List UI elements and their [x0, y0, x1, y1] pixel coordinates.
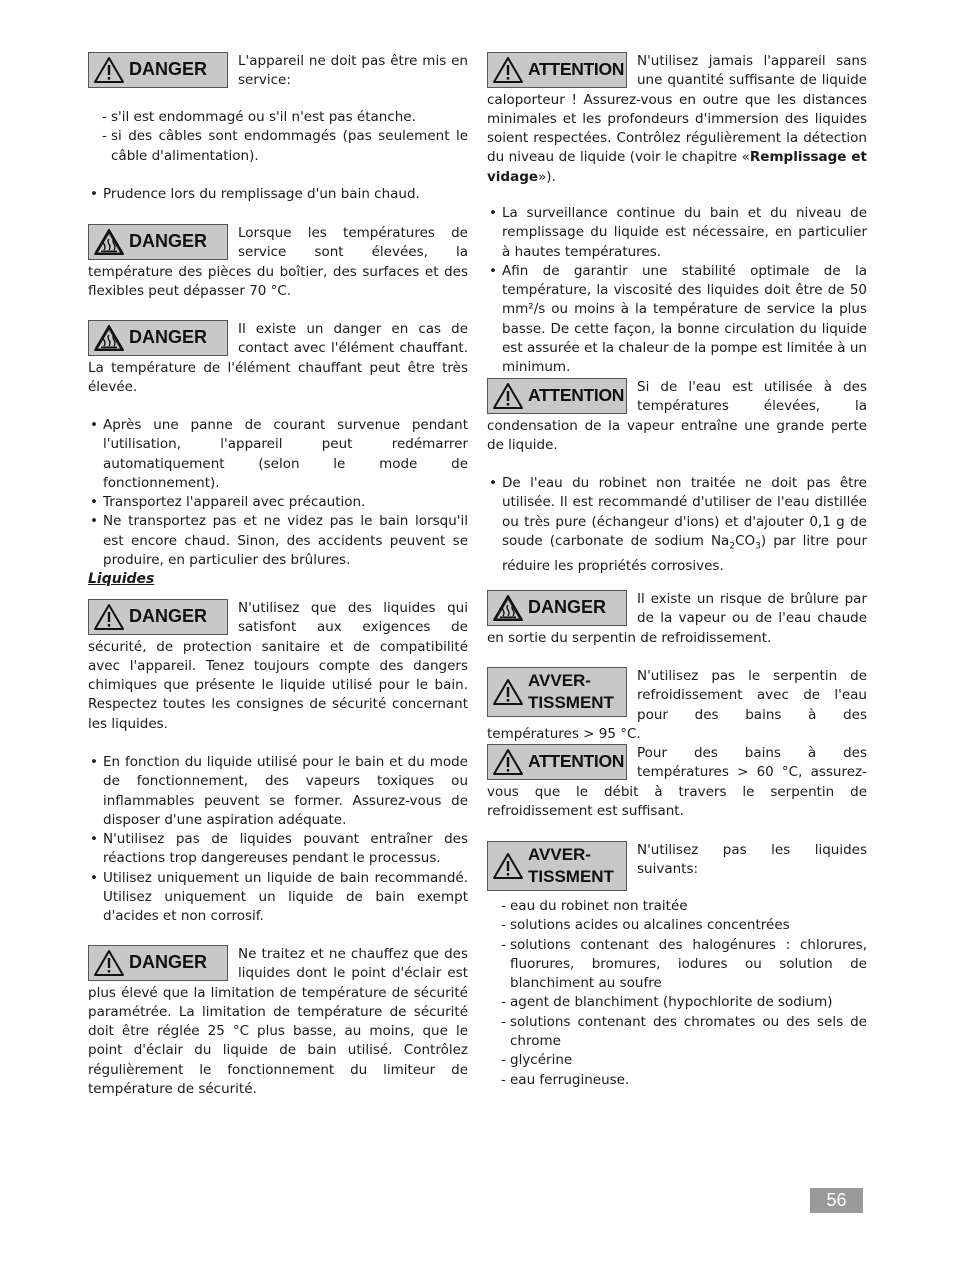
list-item: - si des câbles sont endommagés (pas seulement le câble d'alimentation).	[102, 128, 468, 164]
attention-label-text: ATTENTION	[528, 751, 625, 772]
list-item: - solutions acides ou alcalines concentrées	[501, 917, 790, 934]
warning-text: Ne traitez et ne chauffez que des liquides dont le point d'éclair est plus élevé que la limitation de température de sécurité paramétrée. La limitation de température de sécurité doit être réglée 25 °C plus basse, au moins, que le point d'éclair du liquide de bain utilisé. Contrôlez régulièrement le fonctionnement du limiteur de température de sécurité.	[88, 946, 468, 1098]
danger-label	[88, 320, 228, 356]
list-item: - glycérine	[501, 1052, 573, 1069]
bullet-list-4	[487, 204, 867, 378]
warning-block-3	[88, 320, 468, 397]
attention-label	[487, 52, 627, 88]
danger-label	[487, 590, 627, 626]
danger-label-text: DANGER	[129, 606, 208, 627]
chapter-reference: Remplissage et vidage	[487, 149, 867, 185]
warning-triangle-icon	[488, 745, 528, 779]
warning-block-8	[487, 590, 867, 648]
bullet-list-2	[88, 416, 468, 570]
warning-block-5	[88, 945, 468, 1099]
warning-triangle-icon	[488, 379, 528, 413]
warning-text: N'utilisez pas le serpentin de refroidissement avec de l'eau pour des bains à des températures > 95 °C.	[487, 668, 867, 742]
attention-label	[487, 378, 627, 414]
warning-block-10	[487, 744, 867, 821]
list-item: • En fonction du liquide utilisé pour le bain et du mode de fonctionnement, des vapeurs toxiques ou inflammables peuvent se former. Assurez-vous de disposer d'une aspiration adéquate.	[88, 753, 468, 830]
warning-text: Pour des bains à des températures > 60 °C, assurez-vous que le débit à travers le serpentin de refroidissement est suffisant.	[487, 745, 867, 819]
list-item: - s'il est endommagé ou s'il n'est pas étanche.	[102, 109, 416, 125]
list-item: - eau du robinet non traitée	[501, 898, 688, 914]
danger-label	[88, 52, 228, 88]
list-item: - solutions contenant des halogénures : chlorures, fluorures, bromures, iodures ou solution de blanchiment au soufre	[501, 936, 867, 992]
page-number: 56	[810, 1188, 863, 1213]
warning-triangle-icon	[488, 53, 528, 87]
list-item: • Afin de garantir une stabilité optimale de la température, la viscosité des liquides doit être de 50 mm²/s ou moins à la température de service la plus basse. De cette façon, la bonne circulation du liquide est assurée et la chaleur de la pompe est limitée à un minimum.	[487, 262, 867, 378]
warning-text: Si de l'eau est utilisée à des températures élevées, la condensation de la vapeur entraîne une grande perte de liquide.	[487, 379, 867, 453]
hot-surface-icon	[89, 225, 129, 259]
danger-label-text: DANGER	[528, 597, 607, 618]
warning-block-4	[88, 599, 468, 734]
section-heading: Liquides	[88, 571, 155, 587]
warning-text: Il existe un danger en cas de contact avec l'élément chauffant. La température de l'élément chauffant peut être très élevée.	[88, 321, 468, 395]
hot-surface-icon	[89, 321, 129, 355]
warning-label-text: AVVER- TISSMENT	[528, 671, 614, 712]
danger-label-text: DANGER	[129, 59, 208, 80]
list-item: • Après une panne de courant survenue pendant l'utilisation, l'appareil peut redémarrer automatiquement (selon le mode de fonctionnement).	[88, 416, 468, 493]
list-item: • La surveillance continue du bain et du niveau de remplissage du liquide est nécessaire, en particulier à hautes températures.	[487, 204, 867, 262]
list-item: - agent de blanchiment (hypochlorite de sodium)	[501, 994, 833, 1011]
list-item: • Prudence lors du remplissage d'un bain chaud.	[88, 185, 468, 204]
warning-text: N'utilisez que des liquides qui satisfont aux exigences de sécurité, de protection sanitaire et de compatibilité avec l'appareil. Tenez toujours compte des dangers chimiques que présente le liquide utilisé pour le bain. Respectez toutes les consignes de sécurité concernant les liquides.	[88, 600, 468, 732]
bullet-list-3	[88, 753, 468, 927]
danger-label	[88, 599, 228, 635]
attention-label-text: ATTENTION	[528, 59, 625, 80]
warning-text: Il existe un risque de brûlure par de la vapeur ou de l'eau chaude en sortie du serpentin de refroidissement.	[487, 591, 867, 646]
warning-triangle-icon	[488, 675, 528, 709]
condition-list	[88, 108, 468, 166]
warning-block-9	[487, 667, 867, 744]
danger-label	[88, 224, 228, 260]
warning-label-text: AVVER- TISSMENT	[528, 845, 614, 886]
list-item: - solutions contenant des chromates ou des sels de chrome	[501, 1013, 867, 1050]
warning-triangle-icon	[89, 53, 129, 87]
list-item: • Transportez l'appareil avec précaution.	[88, 493, 468, 512]
warning-text: N'utilisez jamais l'appareil sans une quantité suffisante de liquide caloporteur ! Assurez-vous en outre que les distances minimales et les profondeurs d'immersion des liquides soient respectées. Contrôlez régulièrement la détection du niveau de liquide (voir le chapitre «Remplissage et vidage»).	[487, 53, 867, 185]
attention-label	[487, 744, 627, 780]
forbidden-liquids-list	[487, 897, 867, 1090]
warning-triangle-icon	[488, 849, 528, 883]
warning-text: N'utilisez pas les liquides suivants:	[637, 842, 867, 878]
danger-label-text: DANGER	[129, 231, 208, 252]
list-item: • N'utilisez pas de liquides pouvant entraîner des réactions trop dangereuses pendant le processus.	[88, 830, 468, 869]
attention-label-text: ATTENTION	[528, 385, 625, 406]
list-item: • Utilisez uniquement un liquide de bain recommandé. Utilisez uniquement un liquide de bain exempt d'acides et non corrosif.	[88, 869, 468, 927]
danger-label-text: DANGER	[129, 952, 208, 973]
warning-block-2	[88, 224, 468, 301]
bullet-list-5	[487, 474, 867, 576]
danger-label	[88, 945, 228, 981]
warning-label	[487, 841, 627, 891]
warning-block-7	[487, 378, 867, 455]
list-item: • Ne transportez pas et ne videz pas le bain lorsqu'il est encore chaud. Sinon, des accidents peuvent se produire, en particulier des brûlures.	[88, 512, 468, 570]
hot-surface-icon	[488, 591, 528, 625]
danger-label-text: DANGER	[129, 327, 208, 348]
warning-block-1	[88, 52, 468, 91]
warning-block-11	[487, 841, 867, 893]
warning-triangle-icon	[89, 946, 129, 980]
bullet-list-1	[88, 185, 468, 204]
warning-block-6	[487, 52, 867, 187]
warning-text: L'appareil ne doit pas être mis en service:	[238, 53, 468, 89]
list-item: • De l'eau du robinet non traitée ne doit pas être utilisée. Il est recommandé d'utiliser de l'eau distillée ou très pure (échangeur d'ions) et d'ajouter 0,1 g de soude (carbonate de sodium $Na_2CO_3$) par litre pour réduire les propriétés corrosives.	[487, 474, 867, 576]
list-item: - eau ferrugineuse.	[501, 1071, 630, 1088]
warning-label	[487, 667, 627, 717]
warning-text: Lorsque les températures de service sont élevées, la température des pièces du boîtier, des surfaces et des flexibles peut dépasser 70 °C.	[88, 225, 468, 299]
warning-triangle-icon	[89, 600, 129, 634]
